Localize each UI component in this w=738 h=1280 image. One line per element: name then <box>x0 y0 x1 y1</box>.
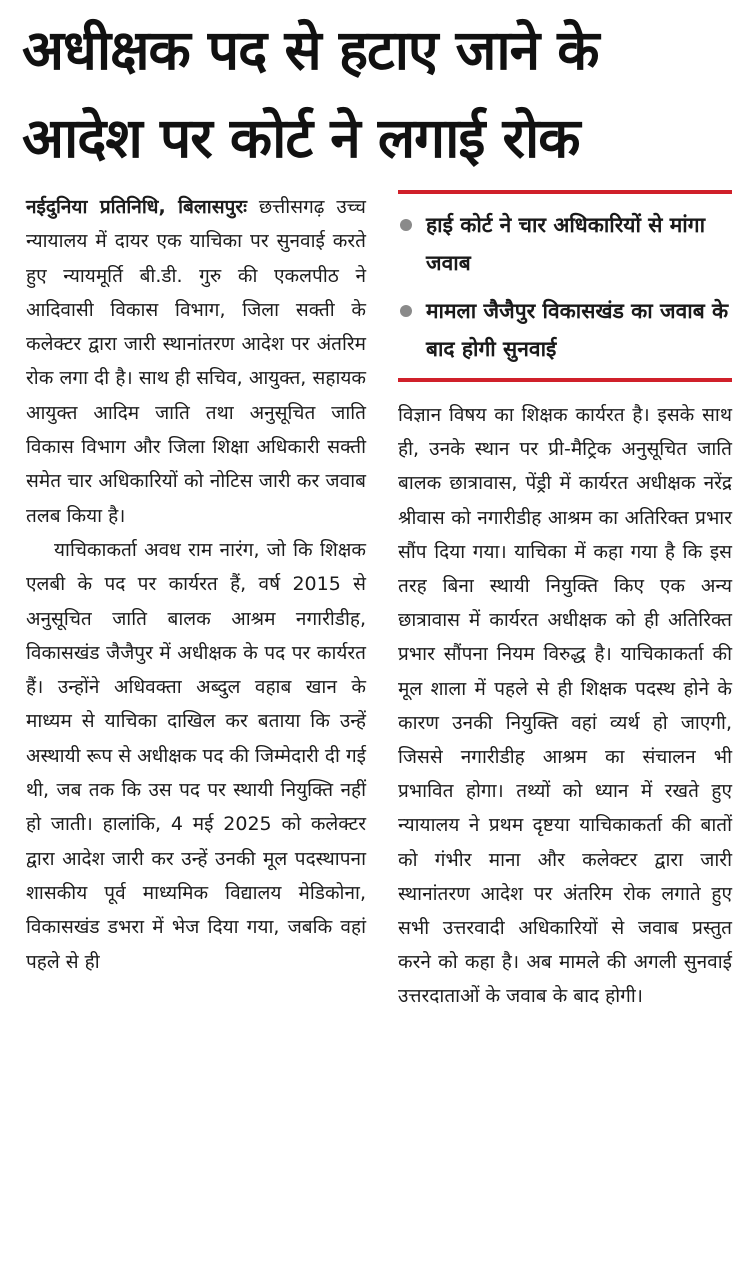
article-column-left <box>26 190 366 979</box>
highlights-bottom-rule <box>398 378 732 382</box>
headline: अधीक्षक पद से हटाए जाने के आदेश पर कोर्ट ने लगाई रोक <box>22 18 599 170</box>
article-paragraph-2: याचिकाकर्ता अवध राम नारंग, जो कि शिक्षक एलबी के पद पर कार्यरत हैं, वर्ष 2015 से अनुसूचित जाति बालक आश्रम नगारीडीह, विकासखंड जैजैपुर में अधीक्षक के पद पर कार्यरत हैं। उन्होंने अधिवक्ता अब्दुल वहाब खान के माध्यम से याचिका दाखिल कर बताया कि उन्हें अस्थायी रूप से अधीक्षक पद की जिम्मेदारी दी गई थी, जब तक कि उस पद पर स्थायी नियुक्ति नहीं हो जाती। हालांकि, 4 मई 2025 को कलेक्टर द्वारा आदेश जारी कर उन्हें उनकी मूल पदस्थापना शासकीय पूर्व माध्यमिक विद्यालय मेडिकोना, विकासखंड डभरा में भेज दिया गया, जबकि वहां पहले से ही <box>26 538 366 973</box>
highlight-text: हाई कोर्ट ने चार अधिकारियों से मांगा जवाब <box>426 213 706 275</box>
highlights-list <box>398 194 732 378</box>
highlight-item <box>398 292 732 368</box>
highlight-item <box>398 206 732 282</box>
highlights-box <box>398 190 732 382</box>
article-paragraph-1 <box>26 190 366 533</box>
dateline: नईदुनिया प्रतिनिधि, बिलासपुरः <box>26 196 247 218</box>
article-column-right <box>398 398 732 1014</box>
highlight-text: मामला जैजैपुर विकासखंड का जवाब के बाद होगी सुनवाई <box>426 299 729 361</box>
bullet-dot-icon <box>400 305 412 317</box>
bullet-dot-icon <box>400 219 412 231</box>
article-paragraph-1-text: छत्तीसगढ़ उच्च न्यायालय में दायर एक याचिका पर सुनवाई करते हुए न्यायमूर्ति बी.डी. गुरु की एकलपीठ ने आदिवासी विकास विभाग, जिला सक्ती के कलेक्टर द्वारा जारी स्थानांतरण आदेश पर अंतरिम रोक लगा दी है। साथ ही सचिव, आयुक्त, सहायक आयुक्त आदिम जाति तथा अनुसूचित जाति विकास विभाग और जिला शिक्षा अधिकारी सक्ती समेत चार अधिकारियों को नोटिस जारी कर जवाब तलब किया है। <box>26 196 366 527</box>
article-paragraph-3: विज्ञान विषय का शिक्षक कार्यरत है। इसके साथ ही, उनके स्थान पर प्री-मैट्रिक अनुसूचित जाति बालक छात्रावास, पेंड्री में कार्यरत अधीक्षक नरेंद्र श्रीवास को नगारीडीह आश्रम का अतिरिक्त प्रभार सौंप दिया गया। याचिका में कहा गया है कि इस तरह बिना स्थायी नियुक्ति किए एक अन्य छात्रावास में कार्यरत अधीक्षक को ही अतिरिक्त प्रभार सौंपना नियम विरुद्ध है। याचिकाकर्ता की मूल शाला में पहले से ही शिक्षक पदस्थ होने के कारण उनकी नियुक्ति वहां व्यर्थ हो जाएगी, जिससे नगारीडीह आश्रम का संचालन भी प्रभावित होगा। तथ्यों को ध्यान में रखते हुए न्यायालय ने प्रथम दृष्टया याचिकाकर्ता की बातों को गंभीर माना और कलेक्टर द्वारा जारी स्थानांतरण आदेश पर अंतरिम रोक लगाते हुए सभी उत्तरवादी अधिकारियों से जवाब प्रस्तुत करने को कहा है। अब मामले की अगली सुनवाई उत्तरदाताओं के जवाब के बाद होगी। <box>398 404 732 1008</box>
